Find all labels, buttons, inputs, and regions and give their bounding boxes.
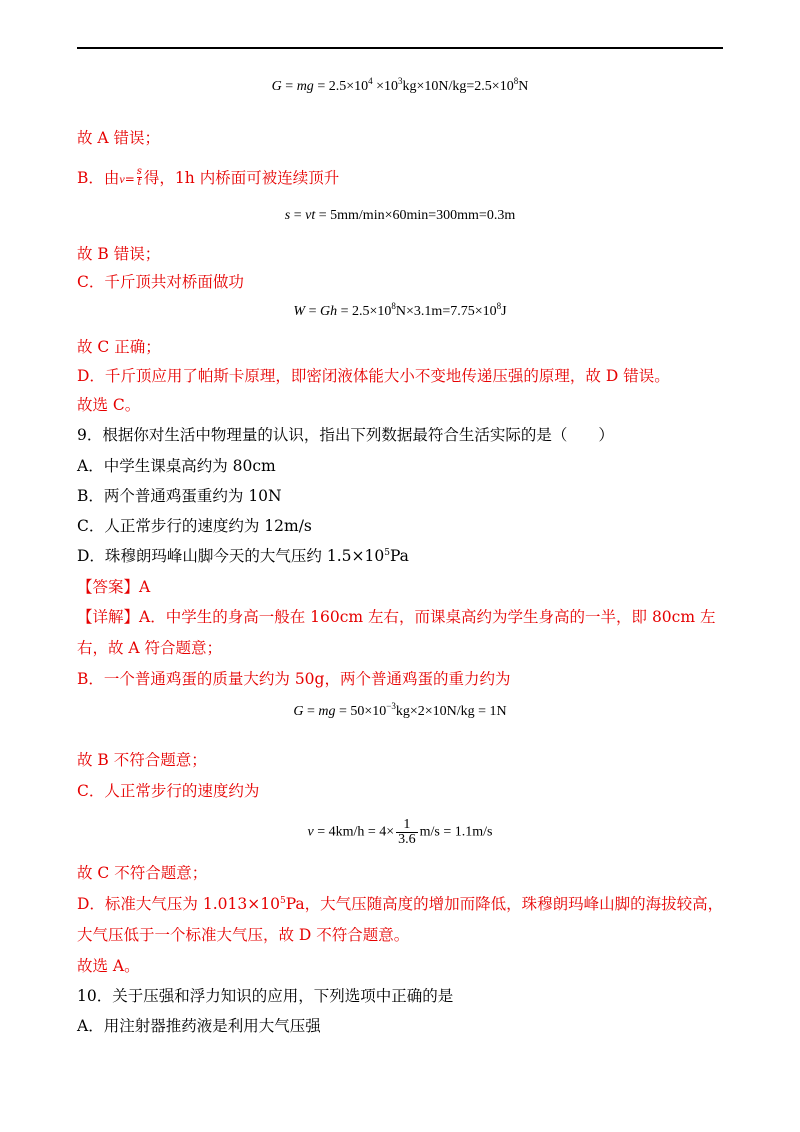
explanation-line: C．千斤顶共对桥面做功 (77, 273, 244, 291)
formula-walking-speed: v = 4km/h = 4× $\frac{1}{3.6}$ m/s = 1.1m/s (307, 817, 493, 847)
question-9-stem: 9．根据你对生活中物理量的认识，指出下列数据最符合生活实际的是（ ） (77, 426, 614, 444)
explanation-line: 故 C 正确； (77, 338, 161, 356)
formula-egg-weight: G = mg = $50\times 10^{-3}kg\times 2\times 10N/kg = 1N$ (293, 701, 507, 719)
explanation-line: D．千斤顶应用了帕斯卡原理，即密闭液体能大小不变地传递压强的原理，故 D 错误。 (77, 367, 670, 385)
explanation-line: 右，故 A 符合题意； (77, 639, 223, 657)
answer-label: 【答案】A (77, 578, 151, 596)
explanation-line: 故 A 错误； (77, 129, 161, 147)
explanation-line: 故 C 不符合题意； (77, 864, 208, 882)
explanation-line: 故 B 不符合题意； (77, 751, 207, 769)
header-rule (77, 47, 723, 49)
formula-gravity: G = mg = $2.5\times 10^4 \times 10^3kg\times 10N/kg=2.5\times 10^8N$ (271, 76, 529, 94)
explanation-line: 大气压低于一个标准大气压，故 D 不符合题意。 (77, 926, 410, 944)
explanation-line: D．标准大气压为 $1.013\times 10^5Pa$，大气压随高度的增加而降低，珠穆朗玛峰山脚的海拔较高， (77, 895, 724, 913)
formula-work: $W = Gh = 2.5\times 10^8N\times 3.1m=7.75\times 10^8J$ (293, 301, 507, 319)
question-9-option-b: B．两个普通鸡蛋重约为 10N (77, 487, 282, 505)
question-9-option-a: A．中学生课桌高约为 80cm (77, 457, 276, 475)
question-9-option-c: C．人正常步行的速度约为 12m/s (77, 517, 312, 535)
explanation-line: 【详解】A．中学生的身高一般在 160cm 左右，而课桌高约为学生身高的一半，即 80cm 左 (77, 608, 716, 626)
explanation-line: C．人正常步行的速度约为 (77, 782, 260, 800)
explanation-line: 故选 A。 (77, 957, 140, 975)
question-9-option-d: D．珠穆朗玛峰山脚今天的大气压约 $1.5\times 10^5Pa$ (77, 547, 409, 565)
question-10-option-a: A．用注射器推药液是利用大气压强 (77, 1017, 321, 1035)
explanation-line: B．一个普通鸡蛋的质量大约为 50g，两个普通鸡蛋的重力约为 (77, 670, 511, 688)
formula-distance: s = vt = 5mm/min×60min=300mm=0.3m (284, 208, 516, 223)
question-10-stem: 10．关于压强和浮力知识的应用，下列选项中正确的是 (77, 987, 454, 1005)
explanation-line: 故 B 错误； (77, 245, 161, 263)
explanation-line: 故选 C。 (77, 396, 141, 414)
explanation-line-b: B．由v= $\frac{s}{t}$ 得，1h 内桥面可被连续顶升 (77, 165, 340, 188)
